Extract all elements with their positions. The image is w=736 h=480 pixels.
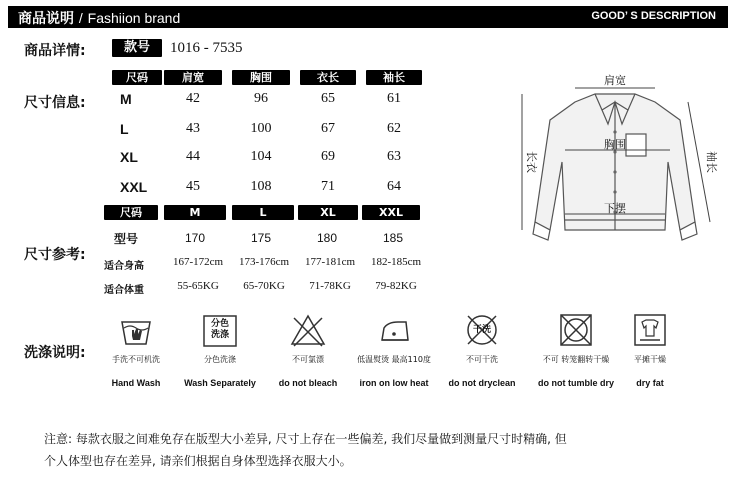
hand-wash-cn: 手洗不可机洗 — [112, 355, 160, 364]
size-info-value: 100 — [250, 121, 272, 136]
size-ref-height: 177-181cm — [304, 256, 356, 268]
size-info-value: 45 — [186, 179, 200, 194]
size-info-value: 64 — [387, 179, 401, 194]
model-label: 型号 — [114, 232, 139, 246]
size-info-label: 尺寸信息: — [24, 95, 86, 111]
size-info-value: 104 — [250, 149, 272, 164]
no-bleach-en: do not bleach — [278, 378, 338, 388]
size-ref-weight: 65-70KG — [243, 280, 285, 292]
size-info-value: 65 — [321, 91, 335, 106]
low-iron-en: iron on low heat — [359, 378, 429, 388]
no-dryclean-icon-badge-line: 干洗 — [472, 324, 491, 335]
size-info-size: L — [120, 121, 129, 137]
size-info-value: 108 — [250, 179, 272, 194]
header-title — [18, 8, 180, 28]
size-ref-weight: 71-78KG — [309, 280, 351, 292]
wash-separately-cn: 分色洗涤 — [204, 355, 236, 364]
no-dryclean-icon-badge — [462, 310, 502, 350]
wash-separately-en: Wash Separately — [184, 378, 256, 388]
hand-wash-icon — [116, 310, 156, 350]
low-iron-cn: 低温熨烫 最高110度 — [357, 355, 431, 364]
diagram-sleeve-label: 袖长 — [705, 151, 718, 173]
size-info-value: 96 — [254, 91, 268, 106]
weight-label: 适合体重 — [104, 285, 144, 296]
dry-flat-cn: 平摊干燥 — [634, 355, 666, 364]
header-title-en: Fashiion brand — [87, 10, 181, 26]
size-ref-model: 185 — [382, 231, 404, 245]
size-ref-height: 182-185cm — [370, 256, 422, 268]
size-info-size: M — [120, 91, 132, 107]
header-title-sep: / — [78, 10, 83, 26]
size-ref-weight: 79-82KG — [375, 280, 417, 292]
note-line-2: 个人体型也存在差异, 请亲们根据自身体型选择衣服大小。 — [44, 454, 352, 468]
size-ref-height: 173-176cm — [238, 256, 290, 268]
size-info-header-cell: 肩宽 — [164, 70, 222, 85]
height-label: 适合身高 — [104, 261, 144, 272]
size-info-header-cell: 衣长 — [300, 70, 356, 85]
details-label: 商品详情: — [24, 43, 86, 59]
header-bar — [8, 6, 728, 28]
size-ref-header-cell: XL — [298, 205, 358, 220]
size-info-value: 44 — [186, 149, 200, 164]
size-ref-model: 175 — [250, 231, 272, 245]
size-info-header-cell: 尺码 — [112, 70, 162, 85]
no-dryclean-icon — [462, 310, 502, 350]
no-bleach-cn: 不可氯漂 — [292, 355, 324, 364]
size-info-value: 62 — [387, 121, 401, 136]
size-ref-header-cell: M — [164, 205, 226, 220]
note-line-1: 注意: 每款衣服之间难免存在版型大小差异, 尺寸上存在一些偏差, 我们尽量做到测量尺寸时精确, 但 — [44, 432, 567, 446]
size-ref-label: 尺寸参考: — [24, 247, 86, 263]
size-ref-model: 180 — [316, 231, 338, 245]
size-ref-header-cell: XXL — [362, 205, 420, 220]
wash-separately-icon-badge-line: 洗涤 — [210, 330, 229, 340]
size-info-value: 43 — [186, 121, 200, 136]
diagram-chest-label: 胸围 — [604, 138, 626, 151]
code-value: 1016 - 7535 — [170, 40, 243, 56]
diagram-length-label: 长衣 — [525, 151, 538, 173]
size-ref-height: 167-172cm — [172, 256, 224, 268]
size-info-value: 61 — [387, 91, 401, 106]
hand-wash-en: Hand Wash — [111, 378, 161, 388]
no-dryclean-cn: 不可干洗 — [466, 355, 498, 364]
size-info-value: 67 — [321, 121, 335, 136]
shirt-diagram — [510, 62, 720, 252]
no-bleach-icon — [288, 310, 328, 350]
size-info-size: XL — [120, 149, 138, 165]
diagram-shoulder-label: 肩宽 — [604, 74, 626, 87]
no-tumble-dry-icon — [556, 310, 596, 350]
dry-flat-en: dry fat — [636, 378, 664, 388]
size-ref-weight: 55-65KG — [177, 280, 219, 292]
code-label: 款号 — [112, 39, 162, 57]
size-info-value: 42 — [186, 91, 200, 106]
no-dryclean-en: do not dryclean — [448, 378, 516, 388]
no-tumble-dry-cn: 不可 转笼翻转干燥 — [542, 355, 610, 364]
size-info-header-cell: 袖长 — [366, 70, 422, 85]
size-info-value: 71 — [321, 179, 335, 194]
header-title-cn: 商品说明 — [18, 11, 74, 27]
size-ref-header-cell: L — [232, 205, 294, 220]
no-tumble-dry-en: do not tumble dry — [538, 378, 614, 388]
size-ref-model: 170 — [184, 231, 206, 245]
dry-flat-icon — [630, 310, 670, 350]
size-info-value: 63 — [387, 149, 401, 164]
diagram-hem-label: 下摆 — [604, 202, 626, 215]
wash-separately-icon-badge-line: 分色 — [210, 319, 229, 329]
low-iron-icon — [374, 310, 414, 350]
wash-separately-icon — [200, 310, 240, 350]
size-info-size: XXL — [120, 179, 148, 195]
wash-label: 洗涤说明: — [24, 345, 86, 361]
size-info-header-cell: 胸围 — [232, 70, 290, 85]
size-info-value: 69 — [321, 149, 335, 164]
header-right-title: GOOD’ S DESCRIPTION — [591, 10, 716, 22]
wash-separately-icon-badge — [200, 310, 240, 350]
size-ref-header-cell: 尺码 — [104, 205, 158, 220]
